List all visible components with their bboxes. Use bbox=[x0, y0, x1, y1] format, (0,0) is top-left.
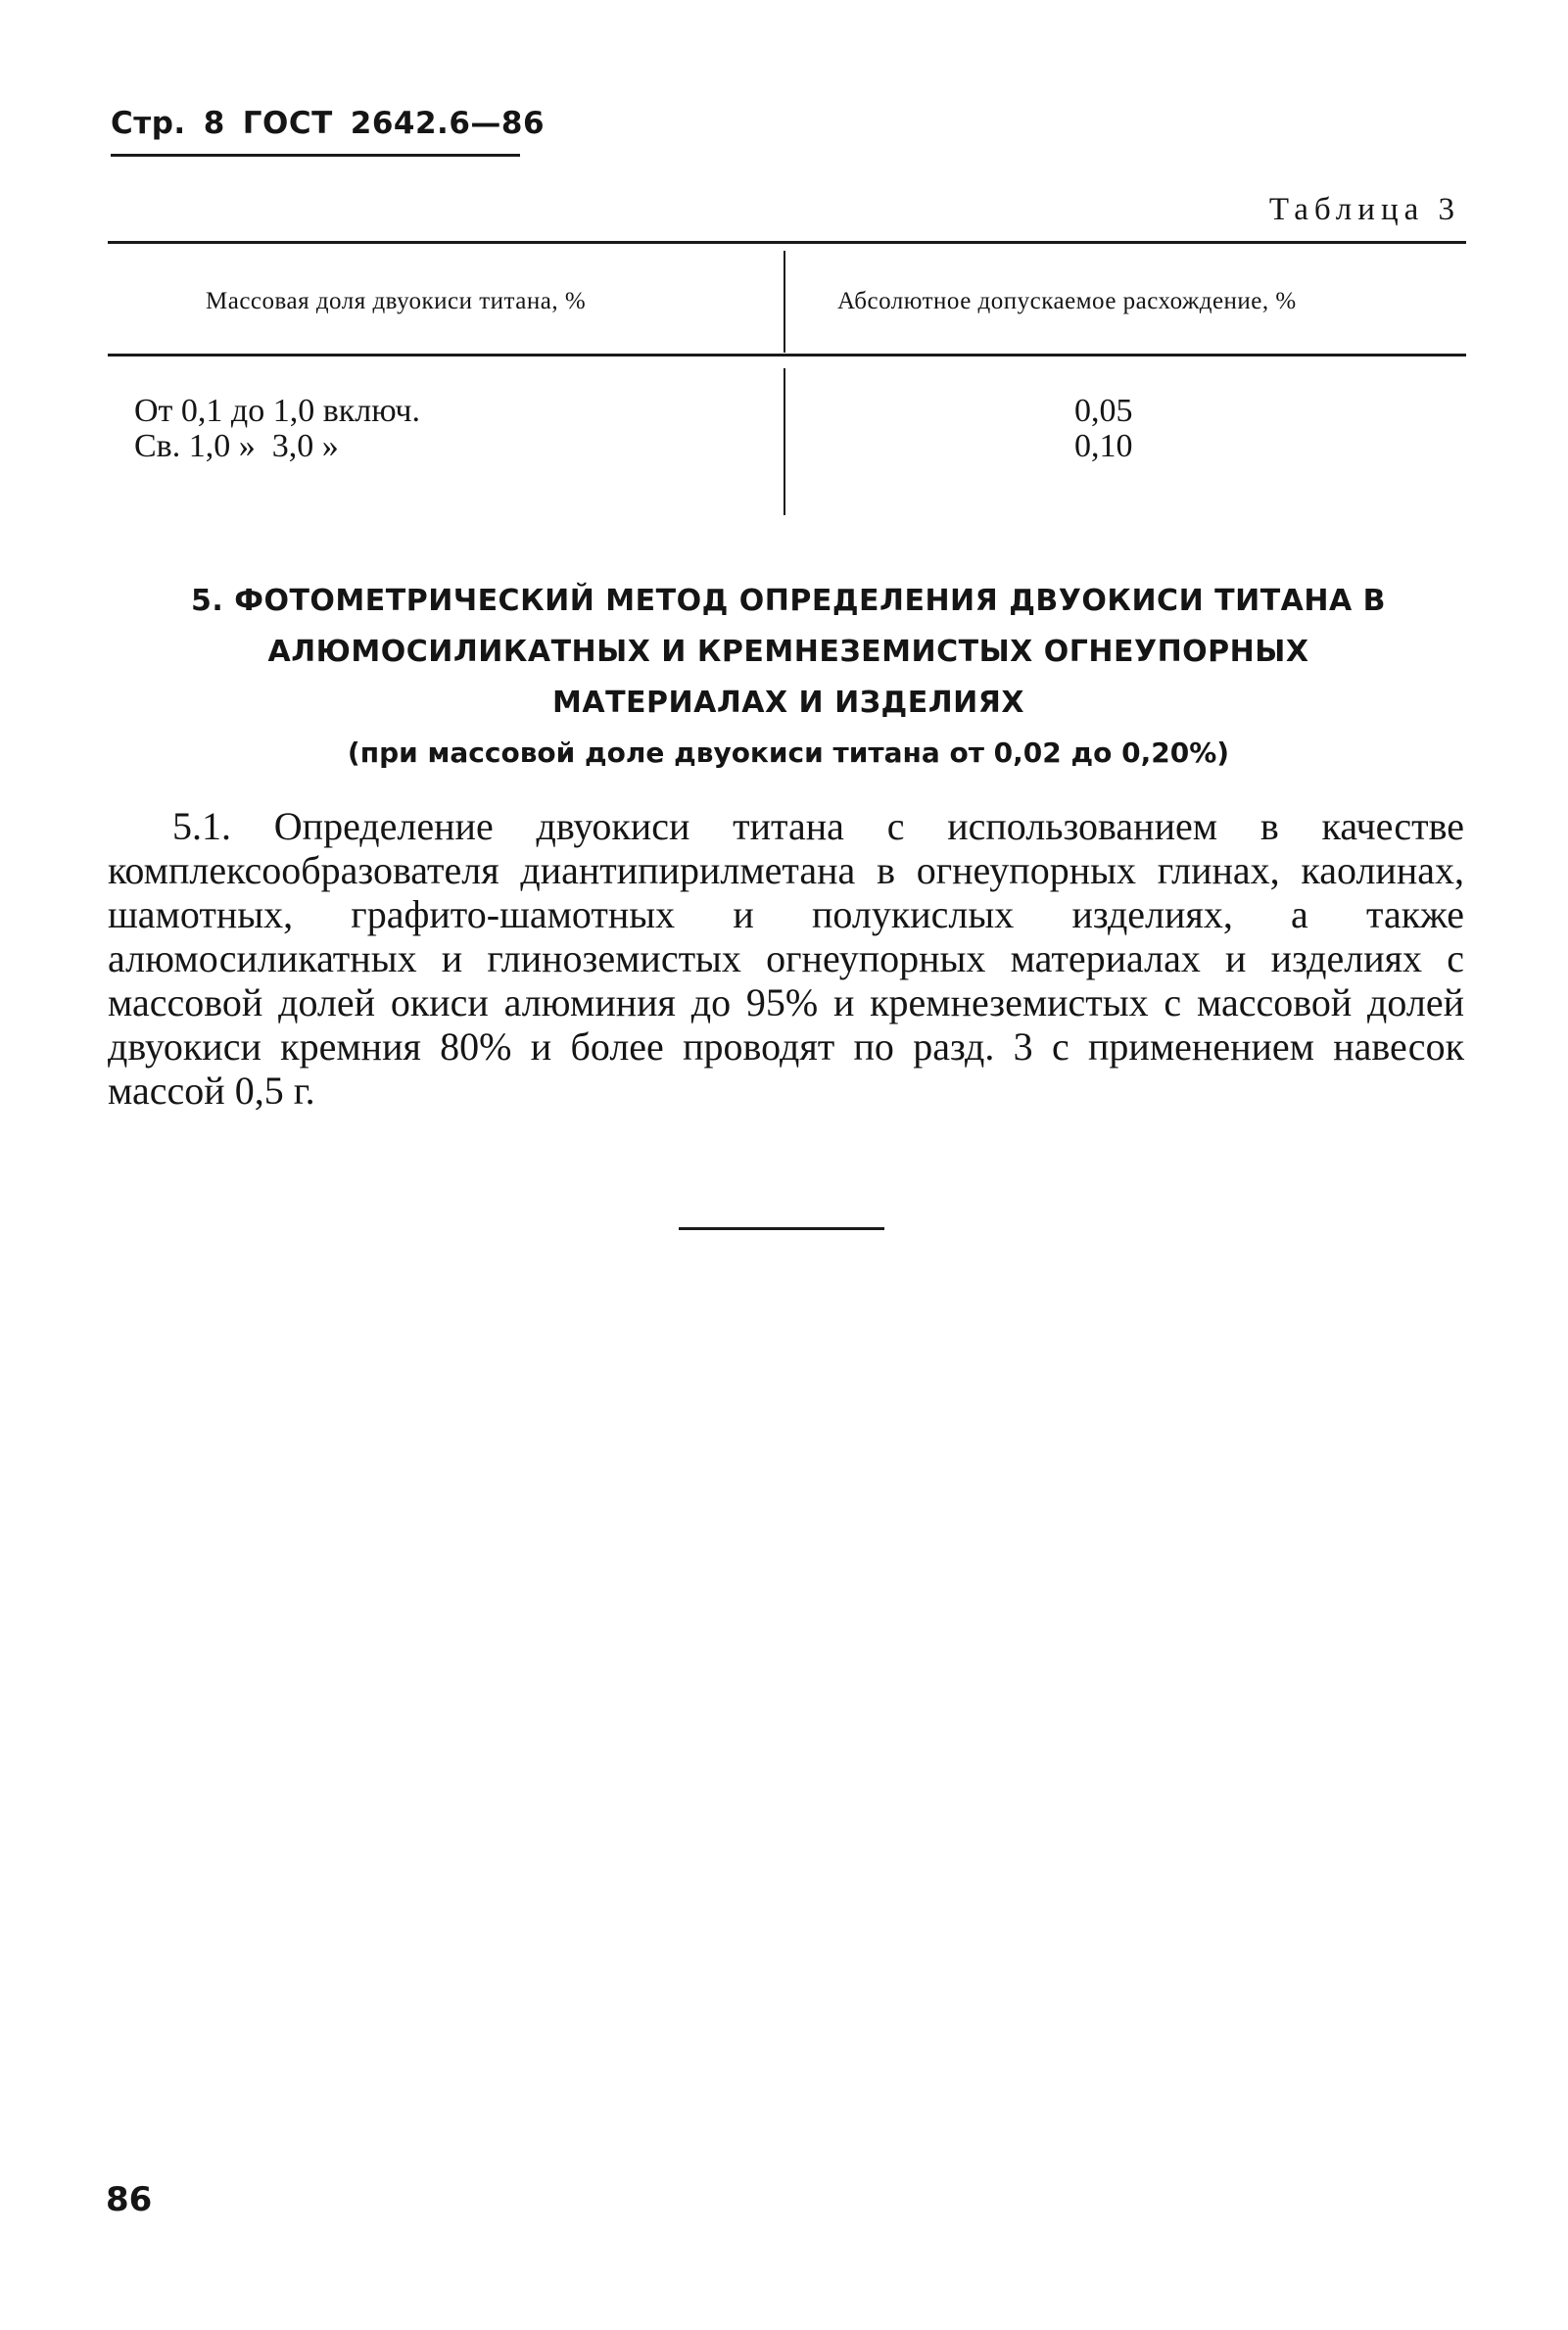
section-title-line-2: АЛЮМОСИЛИКАТНЫХ И КРЕМНЕЗЕМИСТЫХ ОГНЕУПОРНЫХ bbox=[267, 635, 1309, 669]
page-label: Стр. bbox=[111, 106, 186, 141]
table-top-rule bbox=[108, 241, 1466, 244]
header-underline bbox=[111, 154, 520, 157]
table-caption: Таблица 3 bbox=[1268, 192, 1460, 227]
running-header bbox=[111, 106, 545, 141]
page-number: 86 bbox=[106, 2180, 153, 2219]
table-column-header-tolerance: Абсолютное допускаемое расхождение, % bbox=[837, 288, 1297, 314]
table-row-1-value: 0,05 bbox=[1074, 393, 1133, 429]
table-row-2-range: Св. 1,0 » 3,0 » bbox=[134, 428, 339, 464]
table-column-header-mass-fraction: Массовая доля двуокиси титана, % bbox=[206, 288, 587, 314]
standard-label: ГОСТ bbox=[242, 106, 333, 141]
end-of-text-rule bbox=[679, 1227, 884, 1230]
section-title-line-3: МАТЕРИАЛАХ И ИЗДЕЛИЯХ bbox=[552, 686, 1024, 720]
clause-5-1-text: 5.1. Определение двуокиси титана с использованием в качестве комплексообразователя диантипирилметана в огнеупорных глинах, каолинах, шамотных, графито-шамотных и полукислых изделиях, а также алюмосиликатных и глиноземистых огнеупорных материалах и изделиях с массовой долей окиси алюминия до 95% и кремнеземистых с массовой долей двуокиси кремния 80% и более проводят по разд. 3 с применением навесок массой 0,5 г. bbox=[108, 804, 1464, 1113]
table-column-divider-body bbox=[784, 368, 785, 515]
section-title-line-1: 5. ФОТОМЕТРИЧЕСКИЙ МЕТОД ОПРЕДЕЛЕНИЯ ДВУОКИСИ ТИТАНА В bbox=[190, 584, 1387, 618]
standard-number: 2642.6—86 bbox=[350, 106, 546, 141]
table-row-2-value: 0,10 bbox=[1074, 428, 1133, 464]
table-column-divider-header bbox=[784, 251, 785, 353]
page-num: 8 bbox=[203, 106, 225, 141]
section-subtitle: (при массовой доле двуокиси титана от 0,02 до 0,20%) bbox=[347, 737, 1230, 769]
clause-5-1-paragraph bbox=[108, 804, 1464, 1113]
section-title bbox=[118, 576, 1459, 729]
table-row-1-range: От 0,1 до 1,0 включ. bbox=[134, 393, 420, 429]
table-header-rule bbox=[108, 354, 1466, 357]
